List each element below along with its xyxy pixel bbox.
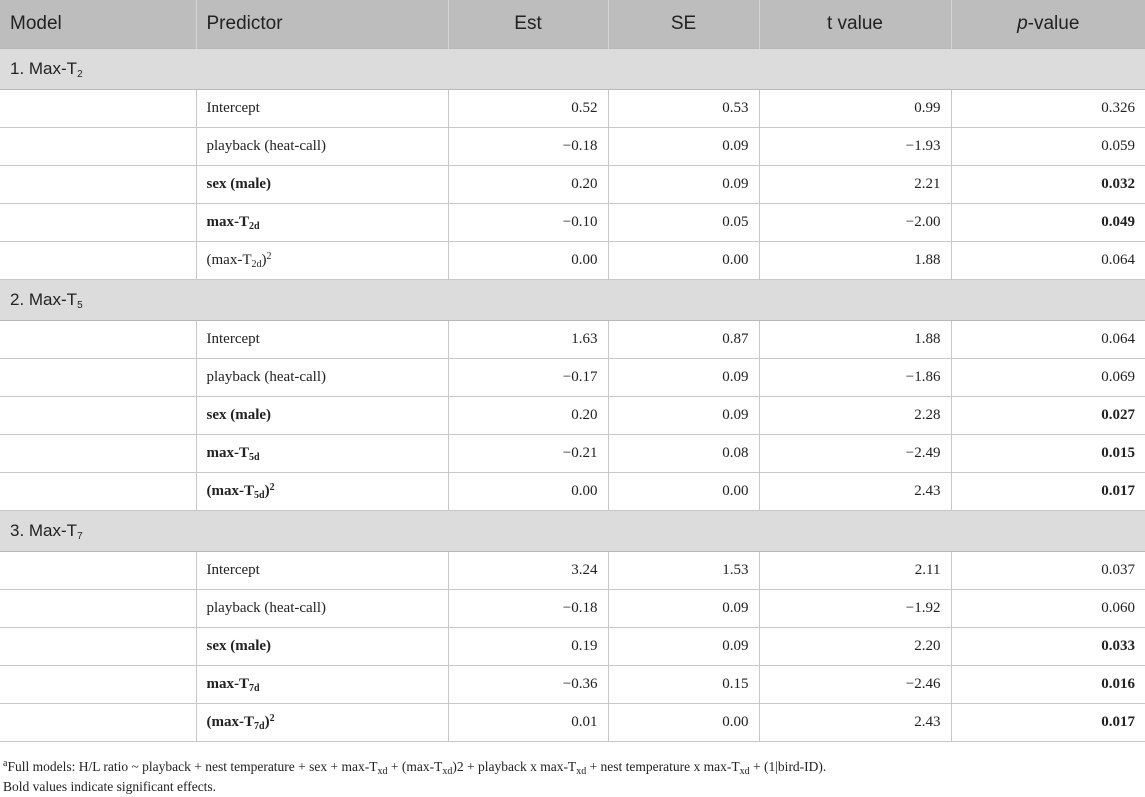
est-cell: −0.18 <box>448 590 608 628</box>
table-row <box>0 435 1145 473</box>
se-cell: 0.09 <box>608 590 759 628</box>
table-row <box>0 90 1145 128</box>
model-group-3 <box>0 511 1145 742</box>
t-value-cell: 2.21 <box>759 166 951 204</box>
model-title-row <box>0 49 1145 90</box>
t-value-cell: 2.28 <box>759 397 951 435</box>
col-header-est: Est <box>448 0 608 49</box>
table-row <box>0 704 1145 742</box>
predictor-cell: $(\max-T_{2d})^2$ <box>196 242 448 280</box>
p-value-cell: 0.069 <box>951 359 1145 397</box>
est-cell: 0.01 <box>448 704 608 742</box>
predictor-cell: $(\max-T_{5d})^2$ <box>196 473 448 511</box>
model-title: 2. Max-$T_5$ <box>0 280 1145 321</box>
table-footnote <box>3 757 1143 797</box>
p-value-cell: 0.064 <box>951 321 1145 359</box>
predictor-cell: sex (male) <box>196 628 448 666</box>
predictor-cell: playback (heat-call) <box>196 359 448 397</box>
se-cell: 0.15 <box>608 666 759 704</box>
p-value-cell: 0.027 <box>951 397 1145 435</box>
predictor-cell: playback (heat-call) <box>196 128 448 166</box>
p-value-cell: 0.049 <box>951 204 1145 242</box>
col-header-p-value <box>951 0 1145 49</box>
p-value-cell: 0.059 <box>951 128 1145 166</box>
t-value-cell: −2.49 <box>759 435 951 473</box>
est-cell: 3.24 <box>448 552 608 590</box>
t-value-cell: −2.46 <box>759 666 951 704</box>
predictor-cell: Intercept <box>196 90 448 128</box>
model-title: 1. Max-$T_2$ <box>0 49 1145 90</box>
model-title-row <box>0 280 1145 321</box>
footnote-models: $^a$Full models: H/L ratio ~ playback + nest temperature + sex + $\max-T_{xd} + (\max-T_{xd})2$ + playback x $\max-T_{xd}$ + nest temperature x $\max-T_{xd}$ + (1|bird-ID). <box>3 758 827 777</box>
se-cell: 1.53 <box>608 552 759 590</box>
header-row <box>0 0 1145 49</box>
se-cell: 0.08 <box>608 435 759 473</box>
t-value-cell: 2.11 <box>759 552 951 590</box>
est-cell: 0.52 <box>448 90 608 128</box>
p-value-cell: 0.064 <box>951 242 1145 280</box>
predictor-cell: Intercept <box>196 321 448 359</box>
est-cell: 0.20 <box>448 166 608 204</box>
est-cell: 0.00 <box>448 242 608 280</box>
predictor-cell: $(\max-T_{7d})^2$ <box>196 704 448 742</box>
model-title: 3. Max-$T_7$ <box>0 511 1145 552</box>
t-value-cell: 2.43 <box>759 473 951 511</box>
est-cell: −0.10 <box>448 204 608 242</box>
table-row <box>0 128 1145 166</box>
p-value-cell: 0.032 <box>951 166 1145 204</box>
table-row <box>0 552 1145 590</box>
p-value-cell: 0.017 <box>951 704 1145 742</box>
t-value-cell: −1.93 <box>759 128 951 166</box>
t-value-cell: 1.88 <box>759 321 951 359</box>
table-row <box>0 359 1145 397</box>
est-cell: −0.17 <box>448 359 608 397</box>
p-value-cell: 0.037 <box>951 552 1145 590</box>
predictor-cell: playback (heat-call) <box>196 590 448 628</box>
model-title-row <box>0 511 1145 552</box>
table-row <box>0 628 1145 666</box>
predictor-cell: $\max-T_{7d}$ <box>196 666 448 704</box>
table-row <box>0 242 1145 280</box>
t-value-cell: 0.99 <box>759 90 951 128</box>
table-row <box>0 321 1145 359</box>
t-value-cell: −1.92 <box>759 590 951 628</box>
predictor-cell: sex (male) <box>196 166 448 204</box>
p-value-cell: 0.016 <box>951 666 1145 704</box>
se-cell: 0.00 <box>608 473 759 511</box>
col-header-model: Model <box>0 0 196 49</box>
se-cell: 0.00 <box>608 242 759 280</box>
model-group-2 <box>0 280 1145 511</box>
se-cell: 0.53 <box>608 90 759 128</box>
est-cell: 0.20 <box>448 397 608 435</box>
predictor-cell: sex (male) <box>196 397 448 435</box>
t-value-cell: −1.86 <box>759 359 951 397</box>
t-value-cell: 2.20 <box>759 628 951 666</box>
table-row <box>0 204 1145 242</box>
se-cell: 0.09 <box>608 628 759 666</box>
table-row <box>0 666 1145 704</box>
se-cell: 0.09 <box>608 128 759 166</box>
table-row <box>0 473 1145 511</box>
se-cell: 0.09 <box>608 397 759 435</box>
col-header-predictor: Predictor <box>196 0 448 49</box>
p-rest-label: -value <box>1027 13 1080 34</box>
table-row <box>0 590 1145 628</box>
t-value-cell: 2.43 <box>759 704 951 742</box>
p-value-cell: 0.326 <box>951 90 1145 128</box>
predictor-cell: Intercept <box>196 552 448 590</box>
predictor-cell: $\max-T_{2d}$ <box>196 204 448 242</box>
col-header-t-value: t value <box>759 0 951 49</box>
table-row <box>0 397 1145 435</box>
est-cell: 0.00 <box>448 473 608 511</box>
footnote-bold-note: Bold values indicate significant effects. <box>3 779 217 794</box>
p-value-cell: 0.015 <box>951 435 1145 473</box>
se-cell: 0.00 <box>608 704 759 742</box>
col-header-se: SE <box>608 0 759 49</box>
table-row <box>0 166 1145 204</box>
predictor-cell: $\max-T_{5d}$ <box>196 435 448 473</box>
model-group-1 <box>0 49 1145 280</box>
t-value-cell: 1.88 <box>759 242 951 280</box>
est-cell: −0.36 <box>448 666 608 704</box>
est-cell: 0.19 <box>448 628 608 666</box>
se-cell: 0.05 <box>608 204 759 242</box>
p-value-cell: 0.060 <box>951 590 1145 628</box>
p-value-cell: 0.033 <box>951 628 1145 666</box>
p-value-cell: 0.017 <box>951 473 1145 511</box>
se-cell: 0.87 <box>608 321 759 359</box>
est-cell: 1.63 <box>448 321 608 359</box>
se-cell: 0.09 <box>608 359 759 397</box>
est-cell: −0.21 <box>448 435 608 473</box>
se-cell: 0.09 <box>608 166 759 204</box>
t-value-cell: −2.00 <box>759 204 951 242</box>
p-italic-label: p <box>1017 13 1028 34</box>
est-cell: −0.18 <box>448 128 608 166</box>
